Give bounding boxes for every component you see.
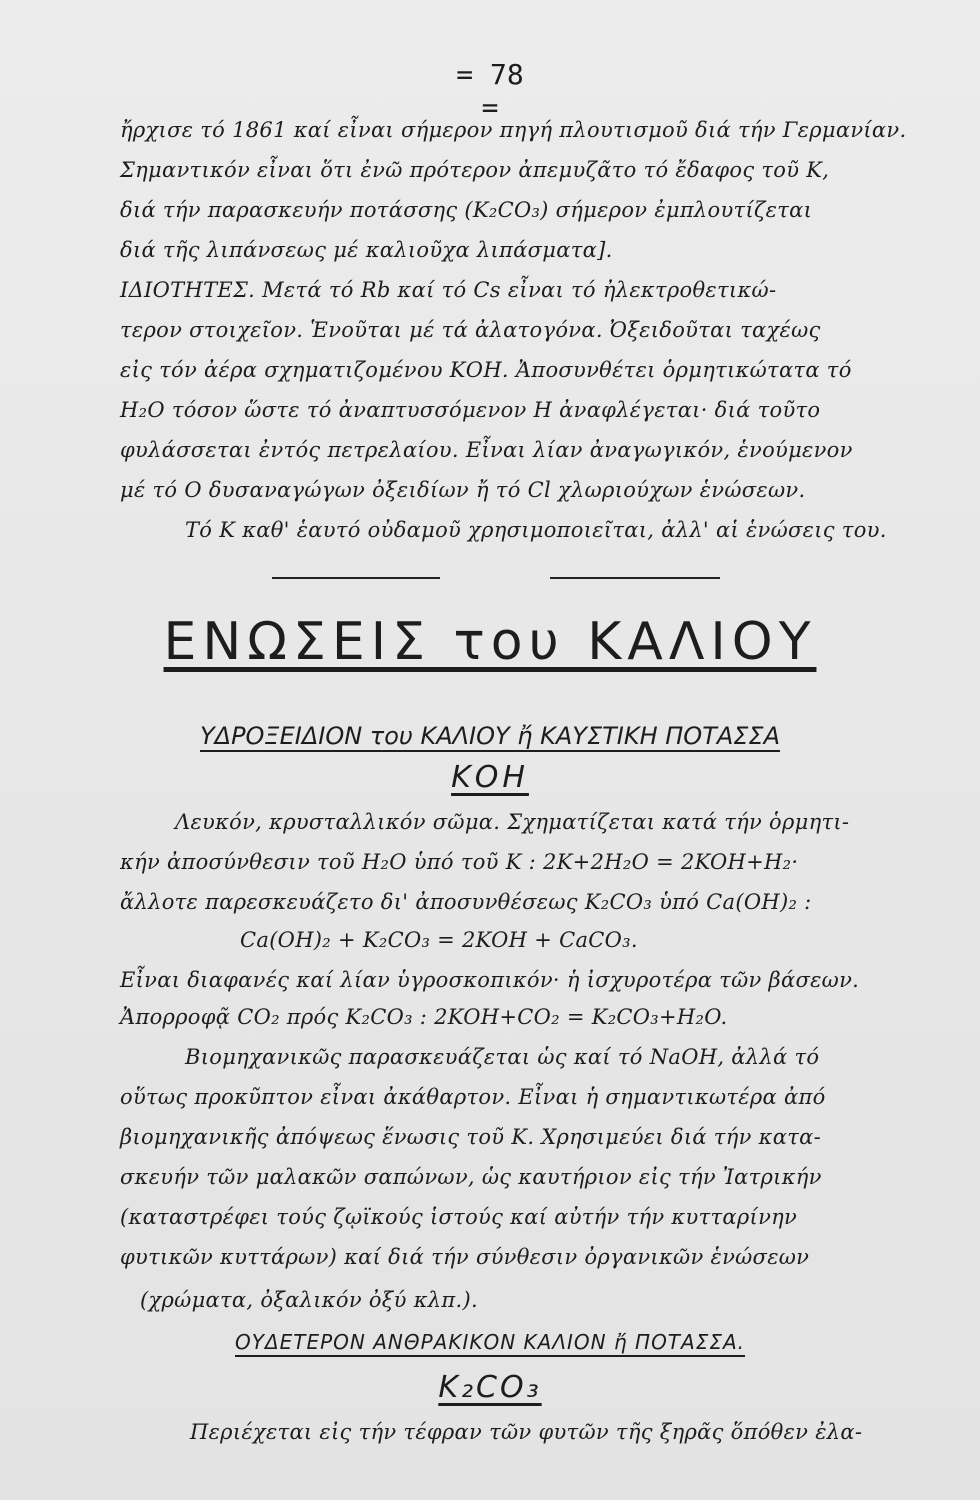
koh-heading: ΥΔΡΟΞΕΙΔΙΟΝ του ΚΑΛΙΟΥ ἤ ΚΑΥΣΤΙΚΗ ΠΟΤΑΣΣΑ <box>199 722 781 750</box>
koh-formula: ΚΟΗ <box>451 760 529 795</box>
text-line: κήν ἀποσύνθεσιν τοῦ H₂O ὑπό τοῦ Κ : 2K+2H₂O = 2KOH+H₂· <box>120 850 799 874</box>
equation-line: Ca(OH)₂ + K₂CO₃ = 2KOH + CaCO₃. <box>240 928 638 952</box>
text-line: Εἶναι διαφανές καί λίαν ὑγροσκοπικόν· ἡ ἰσχυροτέρα τῶν βάσεων. <box>120 968 860 992</box>
text-line: ἤρχισε τό 1861 καί εἶναι σήμερον πηγή πλουτισμοῦ διά τήν Γερμανίαν. <box>120 118 907 142</box>
text-line: βιομηχανικῆς ἀπόψεως ἕνωσις τοῦ Κ. Χρησιμεύει διά τήν κατα- <box>120 1125 821 1149</box>
text-line: ΙΔΙΟΤΗΤΕΣ. Μετά τό Rb καί τό Cs εἶναι τό ἠλεκτροθετικώ- <box>120 278 777 302</box>
divider-right <box>550 577 720 579</box>
text-line: τερον στοιχεῖον. Ἑνοῦται μέ τά ἀλατογόνα. Ὀξειδοῦται ταχέως <box>120 318 821 342</box>
text-line: (χρώματα, ὀξαλικόν ὀξύ κλπ.). <box>140 1288 478 1312</box>
text-line: ἄλλοτε παρεσκευάζετο δι' ἀποσυνθέσεως K₂CO₃ ὑπό Ca(OH)₂ : <box>120 890 812 914</box>
text-line: διά τήν παρασκευήν ποτάσσης (K₂CO₃) σήμερον ἐμπλουτίζεται <box>120 198 813 222</box>
text-line: Βιομηχανικῶς παρασκευάζεται ὡς καί τό NaOH, ἀλλά τό <box>185 1045 820 1069</box>
k2co3-heading: ΟΥΔΕΤΕΡΟΝ ΑΝΘΡΑΚΙΚΟΝ ΚΑΛΙΟΝ ἤ ΠΟΤΑΣΣΑ. <box>234 1330 746 1354</box>
divider-left <box>272 577 440 579</box>
page-number: = 78 = <box>456 58 524 124</box>
text-line: οὕτως προκῦπτον εἶναι ἀκάθαρτον. Εἶναι ἡ σημαντικωτέρα ἀπό <box>120 1085 826 1109</box>
text-line: εἰς τόν ἀέρα σχηματιζομένου ΚΟΗ. Ἀποσυνθέτει ὁρμητικώτατα τό <box>120 358 852 382</box>
text-line: φυτικῶν κυττάρων) καί διά τήν σύνθεσιν ὀργανικῶν ἑνώσεων <box>120 1245 810 1269</box>
text-line: μέ τό Ο δυσαναγώγων ὀξειδίων ἤ τό Cl χλωριούχων ἑνώσεων. <box>120 478 806 502</box>
text-line: (καταστρέφει τούς ζῳϊκούς ἱστούς καί αὐτήν τήν κυτταρίνην <box>120 1205 798 1229</box>
text-line: H₂O τόσον ὥστε τό ἀναπτυσσόμενον Η ἀναφλέγεται· διά τοῦτο <box>120 398 821 422</box>
text-line: Ἀπορροφᾷ CO₂ πρός K₂CO₃ : 2KOH+CO₂ = K₂CO₃+H₂O. <box>120 1005 728 1029</box>
section-title: ΕΝΩΣΕΙΣ του ΚΑΛΙΟΥ <box>163 612 817 672</box>
text-line: Τό Κ καθ' ἑαυτό οὐδαμοῦ χρησιμοποιεῖται, ἀλλ' αἱ ἑνώσεις του. <box>185 518 887 542</box>
text-line: Σημαντικόν εἶναι ὅτι ἐνῶ πρότερον ἀπεμυζᾶτο τό ἔδαφος τοῦ Κ, <box>120 158 830 182</box>
text-line: Περιέχεται εἰς τήν τέφραν τῶν φυτῶν τῆς ξηρᾶς ὅπόθεν ἐλα- <box>190 1420 863 1444</box>
k2co3-formula: K₂CO₃ <box>438 1370 542 1405</box>
text-line: σκευήν τῶν μαλακῶν σαπώνων, ὡς καυτήριον εἰς τήν Ἰατρικήν <box>120 1165 822 1189</box>
text-line: διά τῆς λιπάνσεως μέ καλιοῦχα λιπάσματα]. <box>120 238 613 262</box>
text-line: Λευκόν, κρυσταλλικόν σῶμα. Σχηματίζεται κατά τήν ὁρμητι- <box>175 810 850 834</box>
text-line: φυλάσσεται ἐντός πετρελαίου. Εἶναι λίαν ἀναγωγικόν, ἑνούμενον <box>120 438 853 462</box>
